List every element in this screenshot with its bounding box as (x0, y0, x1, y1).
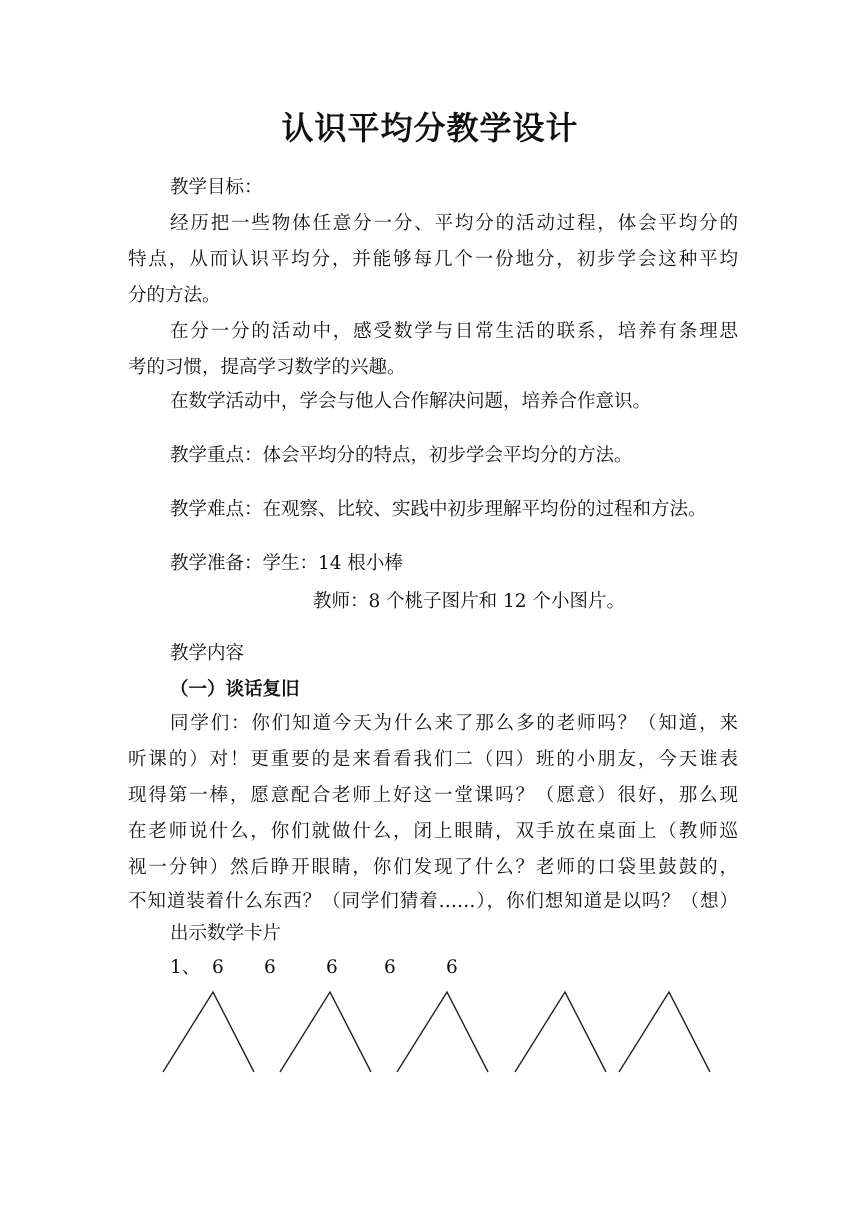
show-card-line: 出示数学卡片 (170, 923, 282, 944)
preparation-teacher: 教师：8 个桃子图片和 12 个小图片。 (313, 591, 625, 612)
card-number: 6 (326, 957, 338, 978)
paragraph-line-5: 视一分钟）然后睁开眼睛，你们发现了什么？老师的口袋里鼓鼓的， (128, 857, 738, 878)
card-index: 1、 (170, 957, 201, 978)
document-title: 认识平均分教学设计 (281, 109, 579, 147)
card-number: 6 (384, 957, 396, 978)
content-heading: 教学内容 (170, 643, 245, 664)
card-number: 6 (264, 957, 276, 978)
card-number: 6 (212, 957, 224, 978)
paragraph-line-2: 听课的）对！更重要的是来看看我们二（四）班的小朋友，今天谁表 (128, 749, 738, 770)
paragraph-line-6: 不知道装着什么东西？（同学们猜着……），你们想知道是以吗？（想） (128, 891, 738, 912)
paragraph-line-4: 在老师说什么，你们就做什么，闭上眼睛，双手放在桌面上（教师巡 (128, 821, 738, 842)
paragraph-line-1: 同学们：你们知道今天为什么来了那么多的老师吗？（知道，来 (170, 713, 738, 734)
objective-1-line-1: 经历把一些物体任意分一分、平均分的活动过程，体会平均分的 (170, 213, 738, 234)
split-lines (515, 992, 606, 1072)
card-number: 6 (446, 957, 458, 978)
objective-2-line-1: 在分一分的活动中，感受数学与日常生活的联系，培养有条理思 (170, 321, 738, 342)
split-lines (163, 992, 254, 1072)
key-points: 教学重点：体会平均分的特点，初步学会平均分的方法。 (170, 445, 633, 466)
objective-1-line-2: 特点，从而认识平均分，并能够每几个一份地分，初步学会这种平均 (128, 249, 738, 270)
split-lines (280, 992, 371, 1072)
section-1-heading: （一）谈话复旧 (170, 679, 300, 700)
objective-3: 在数学活动中，学会与他人合作解决问题，培养合作意识。 (170, 391, 652, 412)
preparation-student: 教学准备：学生：14 根小棒 (170, 553, 403, 574)
objectives-heading: 教学目标： (170, 177, 263, 198)
split-lines (397, 992, 488, 1072)
split-lines (619, 992, 710, 1072)
objective-1-line-3: 分的方法。 (128, 285, 221, 306)
difficult-points: 教学难点：在观察、比较、实践中初步理解平均份的过程和方法。 (170, 499, 707, 520)
objective-2-line-2: 考的习惯，提高学习数学的兴趣。 (128, 357, 406, 378)
paragraph-line-3: 现得第一棒，愿意配合老师上好这一堂课吗？（愿意）很好，那么现 (128, 785, 738, 806)
